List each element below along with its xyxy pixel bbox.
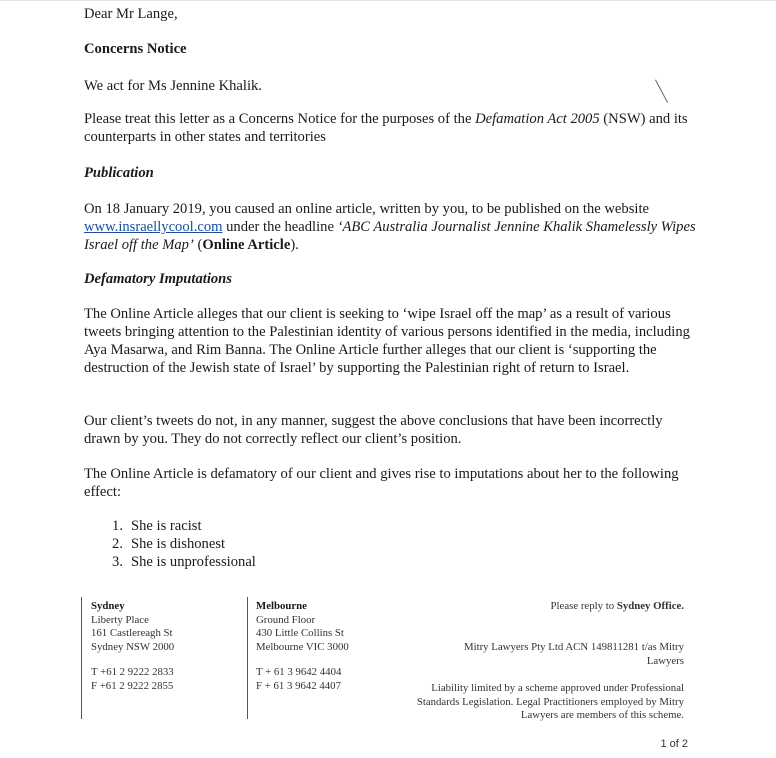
sydney-fax: F +61 2 9222 2855 [91,679,174,692]
imputations-list [84,517,256,571]
sydney-heading: Sydney [91,600,125,612]
website-link[interactable]: www.insraellycool.com [84,219,223,235]
list-item: 1. She is racist [112,518,202,534]
list-item: 3. She is unprofessional [112,554,256,570]
footer-divider [81,597,82,719]
publication-paragraph: On 18 January 2019, you caused an online article, written by you, to be published on the website www.insraellycool.com under the headline ‘ABC Australia Journalist Jennine Khalik Shamelessly Wipes Israel off the Map’ (Online Article). [84,201,696,253]
melbourne-heading: Melbourne [256,600,307,612]
letter-heading: Concerns Notice [84,41,187,57]
liability-note: Liability limited by a scheme approved under Professional Standards Legislation. Legal Practitioners employed by Mitry Lawyers are members of this scheme. [416,682,684,721]
article-headline: ‘ABC Australia Journalist Jennine Khalik Shamelessly Wipes Israel off the Map’ [84,219,696,253]
tweets-paragraph: Our client’s tweets do not, in any manner, suggest the above conclusions that have been incorrectly drawn by you. They do not correctly reflect our client’s position. [84,413,663,447]
intro-line: We act for Ms Jennine Khalik. [84,78,262,94]
pen-mark [655,80,668,103]
list-item: 2. She is dishonest [112,536,226,552]
imputations-heading: Defamatory Imputations [84,271,232,287]
concerns-paragraph: Please treat this letter as a Concerns Notice for the purposes of the Defamation Act 2005 (NSW) and its counterparts in other states and territories [84,111,688,145]
melbourne-fax: F + 61 3 9642 4407 [256,679,341,692]
defamatory-paragraph: The Online Article is defamatory of our client and gives rise to imputations about her to the following effect: [84,466,679,500]
page-number: 1 of 2 [660,738,688,750]
page-top-edge [0,0,776,1]
reply-note: Please reply to Sydney Office. [550,600,684,612]
company-details: Mitry Lawyers Pty Ltd ACN 149811281 t/as Mitry Lawyers [463,641,684,667]
allegations-paragraph: The Online Article alleges that our client is seeking to ‘wipe Israel off the map’ as a result of various tweets bringing attention to the Palestinian identity of various persons identified in the media, including Aya Masarwa, and Rim Banna. The Online Article further alleges that our client is ‘supporting the destruction of the Jewish state of Israel’ by supporting the Palestinian right of return to Israel. [84,306,690,376]
melbourne-office: Melbourne Ground Floor 430 Little Collins St Melbourne VIC 3000 T + 61 3 9642 4404 F + 61 3 9642 4407 [256,600,349,692]
sydney-office: Sydney Liberty Place 161 Castlereagh St Sydney NSW 2000 T +61 2 9222 2833 F +61 2 9222 2855 [91,600,175,692]
salutation: Dear Mr Lange, [84,6,178,22]
publication-heading: Publication [84,165,154,181]
melbourne-phone: T + 61 3 9642 4404 [256,666,342,678]
act-name: Defamation Act 2005 [475,111,600,127]
footer-divider [247,597,248,719]
sydney-phone: T +61 2 9222 2833 [91,666,174,678]
